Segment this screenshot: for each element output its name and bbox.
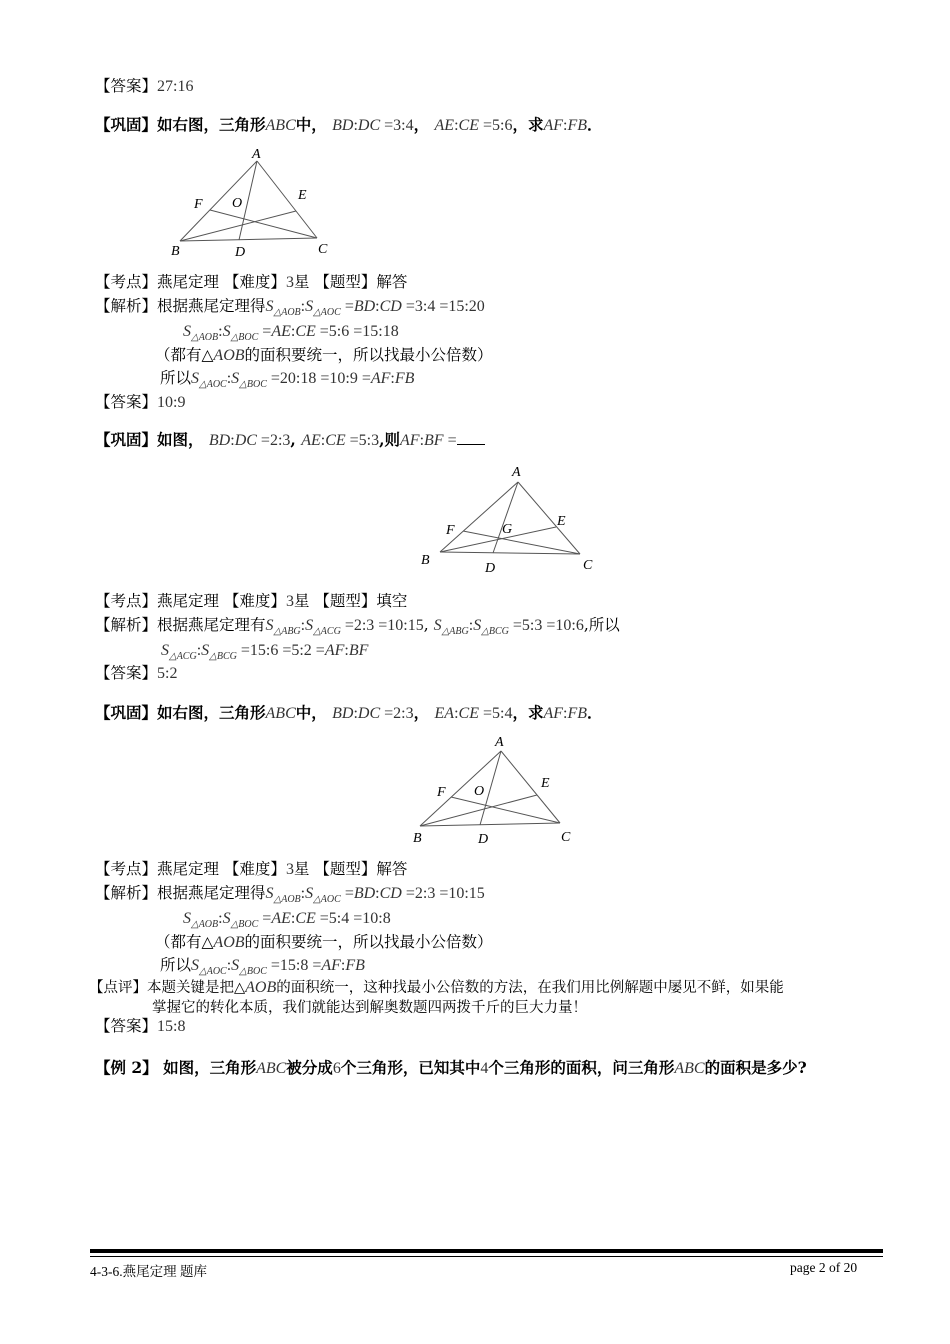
problem-1-solution-line-2: $S_{\triangle AOB}:S_{\triangle BOC}$ =AE:CE =5:6 =15:18 (183, 323, 399, 344)
answer-line: 【答案】27:16 (95, 77, 194, 95)
footer-page-number: page 2 of 20 (790, 1260, 858, 1275)
problem-3-statement: 【巩固】如右图，三角形ABC中， BD:DC =2:3， EA:CE =5:4，求AF:FB． (95, 703, 603, 722)
problem-1-solution-line-3: （都有△AOB的面积要统一，所以找最小公倍数） (155, 346, 493, 364)
problem-1-answer: 【答案】10:9 (95, 393, 186, 411)
problem-3-comment-line-1: 【点评】本题关键是把△AOB的面积统一，这种找最小公倍数的方法，在我们用比例解题中屡见不鲜，如果能 (89, 979, 784, 996)
problem-3-comment-line-2: 掌握它的转化本质，我们就能达到解奥数题四两拨千斤的巨大力量！ (152, 1000, 587, 1016)
fig2-label-g: G (502, 522, 513, 537)
fig1-label-c: C (318, 242, 328, 257)
fig3-label-f: F (437, 785, 446, 800)
fig2-label-d: D (485, 561, 496, 576)
problem-1-statement: 【巩固】如右图，三角形ABC中， BD:DC =3:4， AE:CE =5:6，求AF:FB． (95, 115, 603, 134)
fig3-label-a: A (495, 735, 504, 750)
problem-1-meta: 【考点】燕尾定理 【难度】3星 【题型】解答 (95, 273, 408, 291)
fig1-label-b: B (171, 244, 180, 259)
problem-1-solution-line-4: 所以$S_{\triangle AOC}:S_{\triangle BOC}$ =20:18 =10:9 =AF:FB (160, 369, 415, 391)
problem-2-solution-line-1: 【解析】根据燕尾定理有$S_{\triangle ABG}:S_{\triangle ACG}$ =2:3 =10:15, $S_{\triangle ABG}:S_{\triangle BCG}$ =5:3 =10:6,所以 (95, 616, 620, 638)
problem-3-answer: 【答案】15:8 (95, 1017, 186, 1035)
fig3-label-d: D (478, 832, 489, 847)
fig1-label-f: F (194, 197, 203, 212)
problem-2-statement: 【巩固】如图， BD:DC =2:3, AE:CE =5:3,则AF:BF = (95, 430, 485, 451)
problem-3-solution-line-3: （都有△AOB的面积要统一，所以找最小公倍数） (155, 933, 493, 951)
problem-3-solution-line-4: 所以$S_{\triangle AOC}:S_{\triangle BOC}$ =15:8 =AF:FB (160, 956, 365, 978)
fig2-label-f: F (446, 523, 455, 538)
problem-2-solution-line-2: $S_{\triangle ACG}:S_{\triangle BCG}$ =15:6 =5:2 =AF:BF (161, 642, 369, 663)
problem-2-answer: 【答案】5:2 (95, 664, 178, 682)
problem-1-solution-line-1: 【解析】根据燕尾定理得$S_{\triangle AOB}:S_{\triangle AOC}$ =BD:CD =3:4 =15:20 (95, 297, 485, 319)
problem-3-solution-line-1: 【解析】根据燕尾定理得$S_{\triangle AOB}:S_{\triangle AOC}$ =BD:CD =2:3 =10:15 (95, 884, 485, 906)
problem-3-meta: 【考点】燕尾定理 【难度】3星 【题型】解答 (95, 860, 408, 878)
fig2-label-e: E (557, 514, 566, 529)
fig1-label-o: O (232, 196, 243, 211)
fig2-label-c: C (583, 558, 593, 573)
footer-rule-thick (90, 1249, 883, 1253)
fig3-label-e: E (541, 776, 550, 791)
footer-rule-thin (90, 1256, 883, 1257)
fig1-label-a: A (252, 147, 261, 162)
problem-2-meta: 【考点】燕尾定理 【难度】3星 【题型】填空 (95, 592, 408, 610)
fig3-label-o: O (474, 784, 485, 799)
fig2-label-b: B (421, 553, 430, 568)
fig1-label-d: D (235, 245, 246, 260)
fig1-label-e: E (298, 188, 307, 203)
fig2-label-a: A (512, 465, 521, 480)
footer-doc-title: 4-3-6.燕尾定理 题库 (90, 1264, 207, 1279)
problem-3-solution-line-2: $S_{\triangle AOB}:S_{\triangle BOC}$ =AE:CE =5:4 =10:8 (183, 910, 391, 931)
example-2-statement: 【例 2】 如图，三角形ABC被分成6个三角形，已知其中4个三角形的面积，问三角形ABC的面积是多少? (95, 1058, 807, 1077)
fig3-label-c: C (561, 830, 571, 845)
fig3-label-b: B (413, 831, 422, 846)
